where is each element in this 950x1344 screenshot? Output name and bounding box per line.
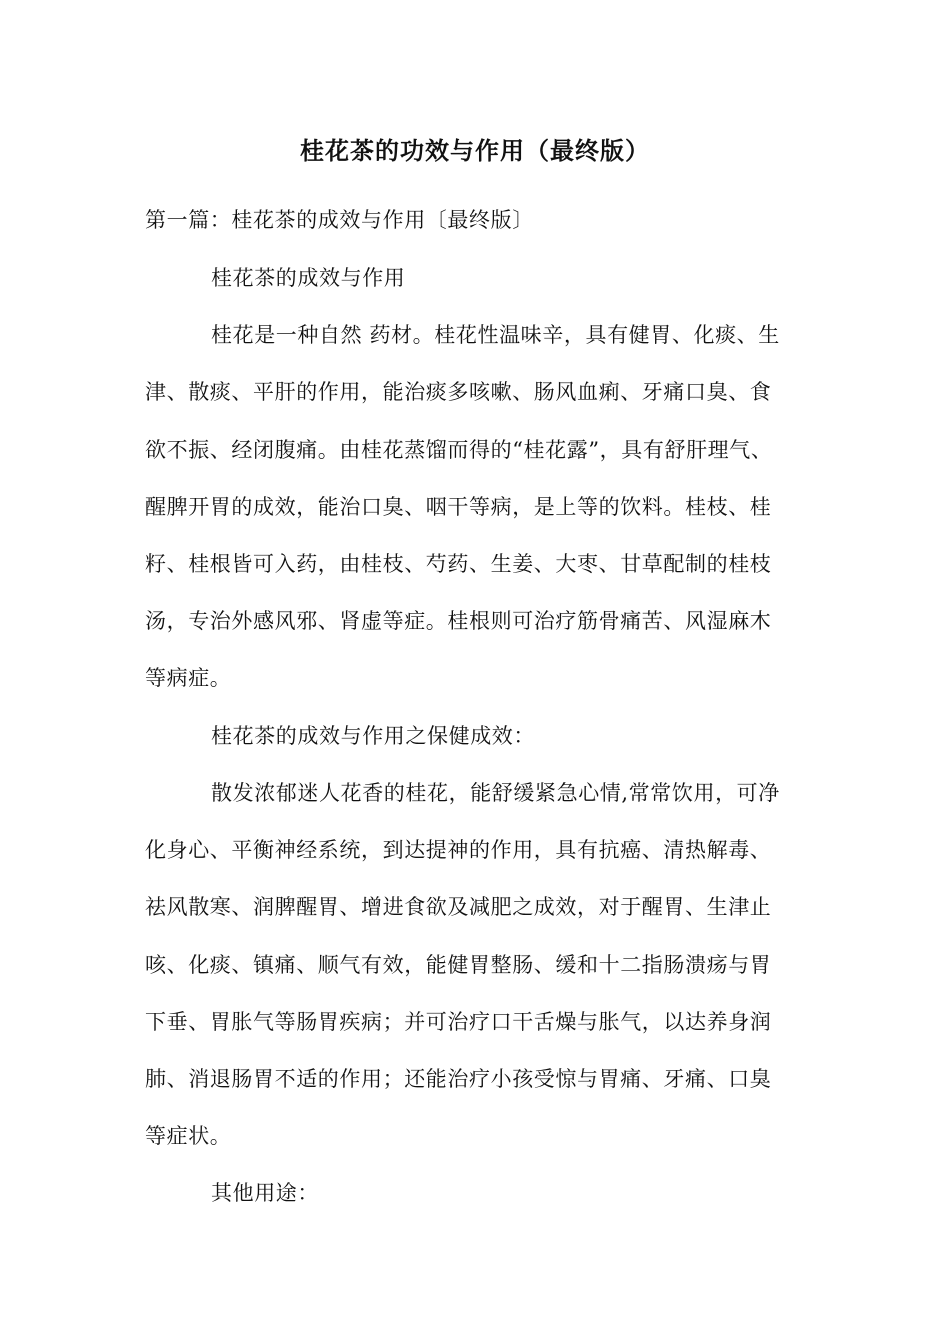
section-heading: 桂花茶的成效与作用 [211,266,406,290]
paragraph-line: 祛风散寒、润脾醒胃、增进食欲及减肥之成效，对于醒胃、生津止 [145,895,772,919]
paragraph-line: 汤，专治外感风邪、肾虚等症。桂根则可治疗筋骨痛苦、风湿麻木 [145,609,772,633]
section-heading: 桂花茶的成效与作用之保健成效： [211,724,535,748]
document-title: 桂花茶的功效与作用（最终版） [300,136,650,165]
chapter-heading: 第一篇：桂花茶的成效与作用〔最终版〕 [145,208,534,232]
paragraph-line: 等病症。 [145,666,232,690]
paragraph-line: 肺、消退肠胃不适的作用；还能治疗小孩受惊与胃痛、牙痛、口臭 [145,1067,772,1091]
paragraph-line: 津、散痰、平肝的作用，能治痰多咳嗽、肠风血痢、牙痛口臭、食 [145,380,772,404]
paragraph-line: 咳、化痰、镇痛、顺气有效，能健胃整肠、缓和十二指肠溃疡与胃 [145,953,772,977]
paragraph-line: 下垂、胃胀气等肠胃疾病；并可治疗口干舌燥与胀气，以达养身润 [145,1010,772,1034]
paragraph-line: 化身心、平衡神经系统，到达提神的作用，具有抗癌、清热解毒、 [145,838,772,862]
section-heading: 其他用途： [211,1181,319,1205]
paragraph-line: 散发浓郁迷人花香的桂花，能舒缓紧急心情,常常饮用，可净 [211,781,780,805]
paragraph-line: 等症状。 [145,1124,232,1148]
paragraph-line: 桂花是一种自然 药材。桂花性温味辛，具有健胃、化痰、生 [211,323,780,347]
paragraph-line: 籽、桂根皆可入药，由桂枝、芍药、生姜、大枣、甘草配制的桂枝 [145,552,772,576]
paragraph-line: 欲不振、经闭腹痛。由桂花蒸馏而得的“桂花露”，具有舒肝理气、 [145,438,773,462]
paragraph-line: 醒脾开胃的成效，能治口臭、咽干等病，是上等的饮料。桂枝、桂 [145,495,772,519]
